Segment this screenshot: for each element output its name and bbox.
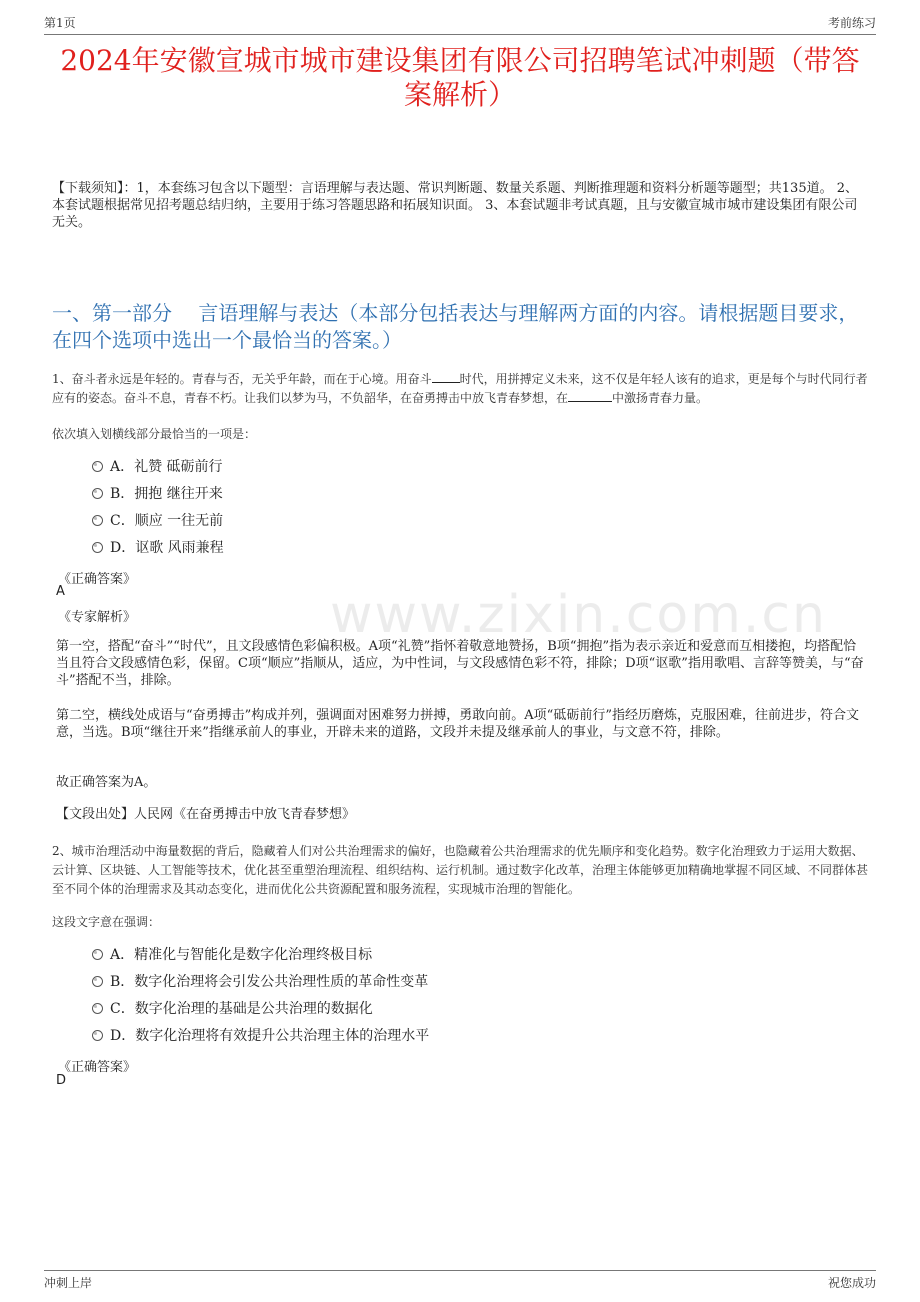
- option-label: A．礼赞 砥砺前行: [110, 459, 223, 475]
- fill-blank-1: [432, 370, 460, 383]
- page-footer: [44, 1274, 876, 1294]
- radio-icon[interactable]: [92, 542, 103, 553]
- question-1-source: 【文段出处】人民网《在奋勇搏击中放飞青春梦想》: [56, 807, 356, 822]
- question-1-analysis-1: 第一空，搭配“奋斗”“时代”，且文段感情色彩偏积极。A项“礼赞”指怀着敬意地赞扬，B项“拥抱”指为表示亲近和爱意而互相搂抱，均搭配恰当且符合文段感情色彩，保留。C项“顺应”指顺从，适应，为中性词，与文段感情色彩不符，排除；D项“讴歌”指用歌唱、言辞等赞美，与“奋斗”搭配不当，排除。: [56, 639, 864, 688]
- radio-icon[interactable]: [92, 1030, 103, 1041]
- page-number: 第1页: [44, 16, 76, 30]
- option-label: B．拥抱 继往开来: [110, 486, 223, 502]
- watermark: www.zixin.com.cn: [330, 585, 827, 645]
- question-1-analysis-2: 第二空，横线处成语与“奋勇搏击”构成并列，强调面对困难努力拼搏，勇敢向前。A项“砥砺前行”指经历磨炼，克服困难，往前进步，符合文意，当选。B项“继往开来”指继承前人的事业，开辟未来的道路，文段并未提及继承前人的事业，与文意不符，排除。: [56, 708, 859, 740]
- radio-icon[interactable]: [92, 949, 103, 960]
- download-notice: 【下载须知】：1，本套练习包含以下题型：言语理解与表达题、常识判断题、数量关系题、判断推理题和资料分析题等题型；共135道。 2、本套试题根据常见招考题总结归纳，主要用于练习答题思路和拓展知识面。 3、本套试题非考试真题，且与安徽宣城市城市建设集团有限公司无关。: [52, 181, 858, 230]
- question-1-prompt: 依次填入划横线部分最恰当的一项是：: [52, 427, 257, 441]
- radio-icon[interactable]: [92, 976, 103, 987]
- question-1-answer-label: 《正确答案》: [58, 572, 137, 587]
- question-2-option-d[interactable]: [92, 1027, 429, 1045]
- question-1-part-b: 时代，用拼搏定义未来，这不仅是年轻人该有的追求，更是每个与时代同行者应有的姿态。奋斗不息，青春不朽。让我们以梦为马，不负韶华，在奋勇搏击中放飞青春梦想，在: [52, 372, 868, 405]
- question-1-option-c[interactable]: [92, 512, 223, 530]
- option-label: A．精准化与智能化是数字化治理终极目标: [110, 947, 373, 963]
- question-2-answer-label: 《正确答案》: [58, 1060, 137, 1075]
- question-1-answer: A: [56, 584, 65, 599]
- question-2-text: 2、城市治理活动中海量数据的背后，隐藏着人们对公共治理需求的偏好，也隐藏着公共治理需求的优先顺序和变化趋势。数字化治理致力于运用大数据、云计算、区块链、人工智能等技术，优化甚至重塑治理流程、组织结构、运行机制。通过数字化改革，治理主体能够更加精确地掌握不同区域、不同群体甚至不同个体的治理需求及其动态变化，进而优化公共资源配置和服务流程，实现城市治理的智能化。: [52, 844, 869, 896]
- question-1-option-d[interactable]: [92, 539, 224, 557]
- option-label: B．数字化治理将会引发公共治理性质的革命性变革: [110, 974, 429, 990]
- option-label: C．顺应 一往无前: [110, 513, 224, 529]
- radio-icon[interactable]: [92, 488, 103, 499]
- question-1-part-a: 1、奋斗者永远是年轻的。青春与否，无关乎年龄，而在于心境。用奋斗: [52, 372, 432, 386]
- page-header: [44, 14, 876, 34]
- footer-left: 冲刺上岸: [44, 1276, 93, 1290]
- option-label: D．数字化治理将有效提升公共治理主体的治理水平: [110, 1028, 430, 1044]
- footer-divider: [44, 1270, 876, 1271]
- footer-right: 祝您成功: [827, 1276, 876, 1290]
- section-heading: 一、第一部分 言语理解与表达（本部分包括表达与理解两方面的内容。请根据题目要求，在四个选项中选出一个最恰当的答案。）: [52, 301, 859, 352]
- option-label: D．讴歌 风雨兼程: [110, 540, 224, 556]
- radio-icon[interactable]: [92, 1003, 103, 1014]
- question-2-option-c[interactable]: [92, 1000, 373, 1018]
- question-1-text: [52, 370, 868, 408]
- question-1-analysis-label: 《专家解析》: [58, 610, 137, 625]
- question-2-answer: D: [56, 1073, 67, 1088]
- question-2-option-a[interactable]: [92, 946, 372, 964]
- question-1-conclusion: 故正确答案为A。: [56, 775, 157, 790]
- option-label: C．数字化治理的基础是公共治理的数据化: [110, 1001, 373, 1017]
- fill-blank-2: [568, 389, 612, 402]
- question-2-option-b[interactable]: [92, 973, 428, 991]
- question-2-prompt: 这段文字意在强调：: [52, 915, 161, 929]
- radio-icon[interactable]: [92, 461, 103, 472]
- question-1-part-c: 中激扬青春力量。: [612, 391, 709, 405]
- question-1-option-a[interactable]: [92, 458, 223, 476]
- document-title: 2024年安徽宣城市城市建设集团有限公司招聘笔试冲刺题（带答案解析）: [60, 44, 860, 111]
- question-1-option-b[interactable]: [92, 485, 223, 503]
- radio-icon[interactable]: [92, 515, 103, 526]
- header-divider: [44, 34, 876, 35]
- header-tag: 考前练习: [827, 16, 876, 30]
